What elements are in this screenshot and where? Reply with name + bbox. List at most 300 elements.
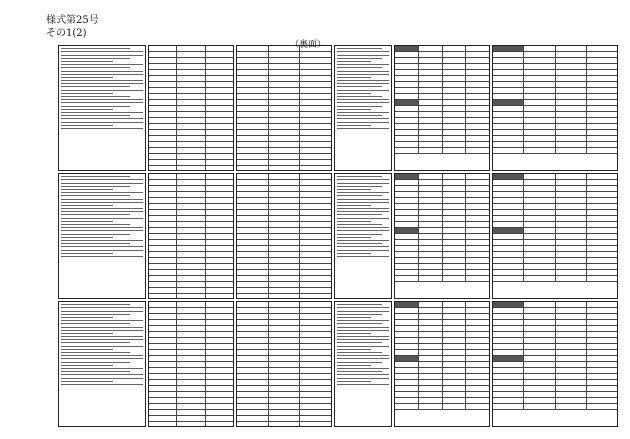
table-cell[interactable] bbox=[395, 46, 419, 51]
table-cell[interactable] bbox=[587, 112, 617, 117]
table-cell[interactable] bbox=[237, 58, 269, 63]
table-cell[interactable] bbox=[269, 356, 301, 361]
table-cell[interactable] bbox=[466, 264, 489, 269]
table-cell[interactable] bbox=[269, 136, 301, 141]
table-cell[interactable] bbox=[524, 264, 555, 269]
table-cell[interactable] bbox=[149, 404, 177, 409]
table-cell[interactable] bbox=[524, 82, 555, 87]
table-cell[interactable] bbox=[524, 64, 555, 69]
table-cell[interactable] bbox=[443, 216, 467, 221]
table-cell[interactable] bbox=[177, 76, 205, 81]
table-cell[interactable] bbox=[237, 64, 269, 69]
table-cell[interactable] bbox=[443, 82, 467, 87]
table-cell[interactable] bbox=[206, 404, 233, 409]
table-cell[interactable] bbox=[587, 374, 617, 379]
table-cell[interactable] bbox=[177, 180, 205, 185]
table-cell[interactable] bbox=[443, 368, 467, 373]
table-cell[interactable] bbox=[300, 58, 331, 63]
table-cell[interactable] bbox=[587, 142, 617, 147]
table-cell[interactable] bbox=[587, 320, 617, 325]
table-cell[interactable] bbox=[524, 302, 555, 307]
table-cell[interactable] bbox=[269, 404, 301, 409]
table-cell[interactable] bbox=[419, 228, 443, 233]
table-cell[interactable] bbox=[524, 94, 555, 99]
table-cell[interactable] bbox=[237, 338, 269, 343]
table-cell[interactable] bbox=[419, 70, 443, 75]
table-cell[interactable] bbox=[419, 100, 443, 105]
table-cell[interactable] bbox=[556, 118, 587, 123]
table-cell[interactable] bbox=[419, 392, 443, 397]
table-cell[interactable] bbox=[419, 136, 443, 141]
table-cell[interactable] bbox=[149, 70, 177, 75]
table-cell[interactable] bbox=[524, 314, 555, 319]
table-cell[interactable] bbox=[524, 374, 555, 379]
table-cell[interactable] bbox=[395, 264, 419, 269]
table-cell[interactable] bbox=[237, 52, 269, 57]
table-cell[interactable] bbox=[556, 246, 587, 251]
table-cell[interactable] bbox=[269, 386, 301, 391]
table-cell[interactable] bbox=[300, 130, 331, 135]
table-cell[interactable] bbox=[269, 422, 301, 427]
table-cell[interactable] bbox=[269, 350, 301, 355]
table-cell[interactable] bbox=[300, 154, 331, 159]
table-cell[interactable] bbox=[300, 422, 331, 427]
table-cell[interactable] bbox=[587, 264, 617, 269]
table-cell[interactable] bbox=[149, 356, 177, 361]
table-cell[interactable] bbox=[419, 234, 443, 239]
table-cell[interactable] bbox=[300, 276, 331, 281]
table-cell[interactable] bbox=[395, 234, 419, 239]
table-cell[interactable] bbox=[443, 100, 467, 105]
table-cell[interactable] bbox=[443, 392, 467, 397]
table-cell[interactable] bbox=[237, 154, 269, 159]
table-cell[interactable] bbox=[300, 76, 331, 81]
table-cell[interactable] bbox=[206, 338, 233, 343]
table-cell[interactable] bbox=[524, 270, 555, 275]
table-cell[interactable] bbox=[556, 380, 587, 385]
table-cell[interactable] bbox=[206, 392, 233, 397]
table-cell[interactable] bbox=[524, 228, 555, 233]
table-cell[interactable] bbox=[206, 204, 233, 209]
table-cell[interactable] bbox=[419, 404, 443, 409]
table-cell[interactable] bbox=[466, 124, 489, 129]
table-cell[interactable] bbox=[206, 410, 233, 415]
table-cell[interactable] bbox=[206, 148, 233, 153]
table-cell[interactable] bbox=[300, 386, 331, 391]
table-cell[interactable] bbox=[300, 118, 331, 123]
table-cell[interactable] bbox=[587, 46, 617, 51]
table-cell[interactable] bbox=[556, 356, 587, 361]
table-cell[interactable] bbox=[395, 374, 419, 379]
table-cell[interactable] bbox=[587, 252, 617, 257]
table-cell[interactable] bbox=[395, 124, 419, 129]
table-cell[interactable] bbox=[524, 368, 555, 373]
table-cell[interactable] bbox=[443, 350, 467, 355]
table-cell[interactable] bbox=[493, 356, 524, 361]
table-cell[interactable] bbox=[556, 252, 587, 257]
table-cell[interactable] bbox=[419, 118, 443, 123]
table-cell[interactable] bbox=[269, 252, 301, 257]
table-cell[interactable] bbox=[269, 308, 301, 313]
table-cell[interactable] bbox=[300, 64, 331, 69]
table-cell[interactable] bbox=[395, 302, 419, 307]
table-cell[interactable] bbox=[443, 326, 467, 331]
table-cell[interactable] bbox=[300, 282, 331, 287]
table-cell[interactable] bbox=[300, 142, 331, 147]
table-cell[interactable] bbox=[556, 58, 587, 63]
table-cell[interactable] bbox=[395, 270, 419, 275]
table-cell[interactable] bbox=[587, 222, 617, 227]
table-cell[interactable] bbox=[524, 204, 555, 209]
table-cell[interactable] bbox=[419, 344, 443, 349]
table-cell[interactable] bbox=[237, 288, 269, 293]
table-cell[interactable] bbox=[466, 94, 489, 99]
table-cell[interactable] bbox=[466, 344, 489, 349]
table-cell[interactable] bbox=[149, 276, 177, 281]
table-cell[interactable] bbox=[237, 192, 269, 197]
table-cell[interactable] bbox=[524, 386, 555, 391]
table-cell[interactable] bbox=[443, 64, 467, 69]
table-cell[interactable] bbox=[177, 46, 205, 51]
table-cell[interactable] bbox=[269, 166, 301, 171]
table-cell[interactable] bbox=[419, 332, 443, 337]
table-cell[interactable] bbox=[443, 192, 467, 197]
table-cell[interactable] bbox=[524, 124, 555, 129]
table-cell[interactable] bbox=[237, 246, 269, 251]
table-cell[interactable] bbox=[443, 210, 467, 215]
table-cell[interactable] bbox=[556, 148, 587, 153]
table-cell[interactable] bbox=[443, 142, 467, 147]
table-cell[interactable] bbox=[237, 326, 269, 331]
table-cell[interactable] bbox=[556, 64, 587, 69]
table-cell[interactable] bbox=[466, 386, 489, 391]
table-cell[interactable] bbox=[466, 142, 489, 147]
table-cell[interactable] bbox=[177, 106, 205, 111]
table-cell[interactable] bbox=[300, 46, 331, 51]
table-cell[interactable] bbox=[493, 320, 524, 325]
table-cell[interactable] bbox=[524, 344, 555, 349]
table-cell[interactable] bbox=[206, 302, 233, 307]
table-cell[interactable] bbox=[395, 222, 419, 227]
table-cell[interactable] bbox=[587, 204, 617, 209]
table-cell[interactable] bbox=[419, 216, 443, 221]
table-cell[interactable] bbox=[269, 210, 301, 215]
table-cell[interactable] bbox=[269, 302, 301, 307]
table-cell[interactable] bbox=[177, 276, 205, 281]
table-cell[interactable] bbox=[237, 88, 269, 93]
table-cell[interactable] bbox=[237, 416, 269, 421]
table-cell[interactable] bbox=[237, 160, 269, 165]
table-cell[interactable] bbox=[206, 258, 233, 263]
table-cell[interactable] bbox=[395, 392, 419, 397]
table-cell[interactable] bbox=[395, 276, 419, 281]
table-cell[interactable] bbox=[493, 332, 524, 337]
table-cell[interactable] bbox=[419, 180, 443, 185]
table-cell[interactable] bbox=[269, 332, 301, 337]
table-cell[interactable] bbox=[556, 204, 587, 209]
table-cell[interactable] bbox=[524, 76, 555, 81]
table-cell[interactable] bbox=[419, 350, 443, 355]
table-cell[interactable] bbox=[395, 180, 419, 185]
table-cell[interactable] bbox=[206, 76, 233, 81]
table-cell[interactable] bbox=[556, 308, 587, 313]
table-cell[interactable] bbox=[419, 326, 443, 331]
table-cell[interactable] bbox=[177, 186, 205, 191]
table-cell[interactable] bbox=[177, 344, 205, 349]
table-cell[interactable] bbox=[556, 326, 587, 331]
table-cell[interactable] bbox=[300, 398, 331, 403]
table-cell[interactable] bbox=[300, 374, 331, 379]
table-cell[interactable] bbox=[206, 422, 233, 427]
table-cell[interactable] bbox=[395, 100, 419, 105]
table-cell[interactable] bbox=[177, 246, 205, 251]
table-cell[interactable] bbox=[177, 302, 205, 307]
table-cell[interactable] bbox=[177, 222, 205, 227]
table-cell[interactable] bbox=[556, 386, 587, 391]
table-cell[interactable] bbox=[419, 112, 443, 117]
table-cell[interactable] bbox=[149, 148, 177, 153]
table-cell[interactable] bbox=[237, 198, 269, 203]
table-cell[interactable] bbox=[493, 264, 524, 269]
table-cell[interactable] bbox=[493, 216, 524, 221]
table-cell[interactable] bbox=[587, 392, 617, 397]
table-cell[interactable] bbox=[395, 112, 419, 117]
table-cell[interactable] bbox=[587, 52, 617, 57]
table-cell[interactable] bbox=[466, 380, 489, 385]
table-cell[interactable] bbox=[269, 118, 301, 123]
table-cell[interactable] bbox=[177, 136, 205, 141]
table-cell[interactable] bbox=[206, 350, 233, 355]
table-cell[interactable] bbox=[556, 332, 587, 337]
table-cell[interactable] bbox=[237, 252, 269, 257]
table-cell[interactable] bbox=[443, 258, 467, 263]
table-cell[interactable] bbox=[466, 338, 489, 343]
table-cell[interactable] bbox=[419, 368, 443, 373]
table-cell[interactable] bbox=[300, 264, 331, 269]
table-cell[interactable] bbox=[177, 380, 205, 385]
table-cell[interactable] bbox=[269, 368, 301, 373]
table-cell[interactable] bbox=[149, 288, 177, 293]
table-cell[interactable] bbox=[524, 118, 555, 123]
table-cell[interactable] bbox=[556, 124, 587, 129]
table-cell[interactable] bbox=[556, 180, 587, 185]
table-cell[interactable] bbox=[443, 314, 467, 319]
table-cell[interactable] bbox=[206, 398, 233, 403]
table-cell[interactable] bbox=[493, 112, 524, 117]
table-cell[interactable] bbox=[300, 222, 331, 227]
table-cell[interactable] bbox=[149, 386, 177, 391]
table-cell[interactable] bbox=[493, 276, 524, 281]
table-cell[interactable] bbox=[556, 112, 587, 117]
table-cell[interactable] bbox=[524, 234, 555, 239]
table-cell[interactable] bbox=[237, 362, 269, 367]
table-cell[interactable] bbox=[524, 180, 555, 185]
table-cell[interactable] bbox=[300, 106, 331, 111]
table-cell[interactable] bbox=[149, 416, 177, 421]
table-cell[interactable] bbox=[524, 276, 555, 281]
table-cell[interactable] bbox=[443, 276, 467, 281]
table-cell[interactable] bbox=[300, 314, 331, 319]
table-cell[interactable] bbox=[177, 118, 205, 123]
table-cell[interactable] bbox=[443, 186, 467, 191]
table-cell[interactable] bbox=[493, 82, 524, 87]
table-cell[interactable] bbox=[395, 118, 419, 123]
table-cell[interactable] bbox=[395, 136, 419, 141]
table-cell[interactable] bbox=[493, 46, 524, 51]
table-cell[interactable] bbox=[177, 332, 205, 337]
table-cell[interactable] bbox=[237, 166, 269, 171]
table-cell[interactable] bbox=[300, 380, 331, 385]
table-cell[interactable] bbox=[524, 380, 555, 385]
table-cell[interactable] bbox=[269, 160, 301, 165]
table-cell[interactable] bbox=[493, 180, 524, 185]
table-cell[interactable] bbox=[493, 76, 524, 81]
table-cell[interactable] bbox=[149, 192, 177, 197]
table-cell[interactable] bbox=[149, 198, 177, 203]
table-cell[interactable] bbox=[149, 160, 177, 165]
table-cell[interactable] bbox=[587, 106, 617, 111]
table-cell[interactable] bbox=[493, 270, 524, 275]
table-cell[interactable] bbox=[493, 100, 524, 105]
table-cell[interactable] bbox=[524, 46, 555, 51]
table-cell[interactable] bbox=[177, 356, 205, 361]
table-cell[interactable] bbox=[206, 100, 233, 105]
table-cell[interactable] bbox=[587, 338, 617, 343]
table-cell[interactable] bbox=[177, 368, 205, 373]
table-cell[interactable] bbox=[177, 124, 205, 129]
table-cell[interactable] bbox=[300, 326, 331, 331]
table-cell[interactable] bbox=[587, 124, 617, 129]
table-cell[interactable] bbox=[493, 228, 524, 233]
table-cell[interactable] bbox=[300, 240, 331, 245]
table-cell[interactable] bbox=[466, 186, 489, 191]
table-cell[interactable] bbox=[177, 404, 205, 409]
table-cell[interactable] bbox=[419, 398, 443, 403]
table-cell[interactable] bbox=[149, 142, 177, 147]
table-cell[interactable] bbox=[524, 308, 555, 313]
table-cell[interactable] bbox=[556, 398, 587, 403]
table-cell[interactable] bbox=[269, 282, 301, 287]
table-cell[interactable] bbox=[466, 404, 489, 409]
table-cell[interactable] bbox=[300, 258, 331, 263]
table-cell[interactable] bbox=[466, 350, 489, 355]
table-cell[interactable] bbox=[419, 52, 443, 57]
table-cell[interactable] bbox=[269, 148, 301, 153]
table-cell[interactable] bbox=[466, 216, 489, 221]
table-cell[interactable] bbox=[149, 270, 177, 275]
table-cell[interactable] bbox=[493, 192, 524, 197]
table-cell[interactable] bbox=[269, 288, 301, 293]
table-cell[interactable] bbox=[177, 308, 205, 313]
table-cell[interactable] bbox=[443, 58, 467, 63]
table-cell[interactable] bbox=[587, 308, 617, 313]
table-cell[interactable] bbox=[419, 222, 443, 227]
table-cell[interactable] bbox=[237, 258, 269, 263]
table-cell[interactable] bbox=[466, 88, 489, 93]
table-cell[interactable] bbox=[395, 52, 419, 57]
table-cell[interactable] bbox=[206, 374, 233, 379]
table-cell[interactable] bbox=[466, 320, 489, 325]
table-cell[interactable] bbox=[493, 338, 524, 343]
table-cell[interactable] bbox=[149, 374, 177, 379]
table-cell[interactable] bbox=[587, 302, 617, 307]
table-cell[interactable] bbox=[556, 314, 587, 319]
table-cell[interactable] bbox=[419, 124, 443, 129]
table-cell[interactable] bbox=[466, 136, 489, 141]
table-cell[interactable] bbox=[493, 118, 524, 123]
table-cell[interactable] bbox=[177, 234, 205, 239]
table-cell[interactable] bbox=[524, 100, 555, 105]
table-cell[interactable] bbox=[524, 222, 555, 227]
table-cell[interactable] bbox=[149, 130, 177, 135]
table-cell[interactable] bbox=[300, 252, 331, 257]
table-cell[interactable] bbox=[493, 326, 524, 331]
table-cell[interactable] bbox=[587, 82, 617, 87]
table-cell[interactable] bbox=[493, 136, 524, 141]
table-cell[interactable] bbox=[237, 282, 269, 287]
table-cell[interactable] bbox=[177, 362, 205, 367]
table-cell[interactable] bbox=[237, 46, 269, 51]
table-cell[interactable] bbox=[177, 228, 205, 233]
table-cell[interactable] bbox=[466, 392, 489, 397]
table-cell[interactable] bbox=[466, 210, 489, 215]
table-cell[interactable] bbox=[269, 338, 301, 343]
table-cell[interactable] bbox=[443, 204, 467, 209]
table-cell[interactable] bbox=[177, 422, 205, 427]
table-cell[interactable] bbox=[443, 240, 467, 245]
table-cell[interactable] bbox=[149, 282, 177, 287]
table-cell[interactable] bbox=[149, 186, 177, 191]
table-cell[interactable] bbox=[443, 136, 467, 141]
table-cell[interactable] bbox=[524, 52, 555, 57]
table-cell[interactable] bbox=[443, 228, 467, 233]
table-cell[interactable] bbox=[419, 302, 443, 307]
table-cell[interactable] bbox=[466, 374, 489, 379]
table-cell[interactable] bbox=[395, 386, 419, 391]
table-cell[interactable] bbox=[237, 228, 269, 233]
table-cell[interactable] bbox=[493, 374, 524, 379]
table-cell[interactable] bbox=[206, 222, 233, 227]
table-cell[interactable] bbox=[149, 392, 177, 397]
table-cell[interactable] bbox=[419, 314, 443, 319]
table-cell[interactable] bbox=[206, 94, 233, 99]
table-cell[interactable] bbox=[206, 320, 233, 325]
table-cell[interactable] bbox=[269, 142, 301, 147]
table-cell[interactable] bbox=[524, 136, 555, 141]
table-cell[interactable] bbox=[524, 198, 555, 203]
table-cell[interactable] bbox=[177, 58, 205, 63]
table-cell[interactable] bbox=[443, 252, 467, 257]
table-cell[interactable] bbox=[419, 240, 443, 245]
table-cell[interactable] bbox=[556, 186, 587, 191]
table-cell[interactable] bbox=[395, 198, 419, 203]
table-cell[interactable] bbox=[206, 246, 233, 251]
table-cell[interactable] bbox=[443, 130, 467, 135]
table-cell[interactable] bbox=[419, 252, 443, 257]
table-cell[interactable] bbox=[443, 70, 467, 75]
table-cell[interactable] bbox=[493, 368, 524, 373]
table-cell[interactable] bbox=[300, 404, 331, 409]
table-cell[interactable] bbox=[466, 204, 489, 209]
table-cell[interactable] bbox=[556, 94, 587, 99]
table-cell[interactable] bbox=[524, 404, 555, 409]
table-cell[interactable] bbox=[493, 204, 524, 209]
table-cell[interactable] bbox=[206, 356, 233, 361]
table-cell[interactable] bbox=[493, 210, 524, 215]
table-cell[interactable] bbox=[587, 228, 617, 233]
table-cell[interactable] bbox=[149, 106, 177, 111]
table-cell[interactable] bbox=[206, 160, 233, 165]
